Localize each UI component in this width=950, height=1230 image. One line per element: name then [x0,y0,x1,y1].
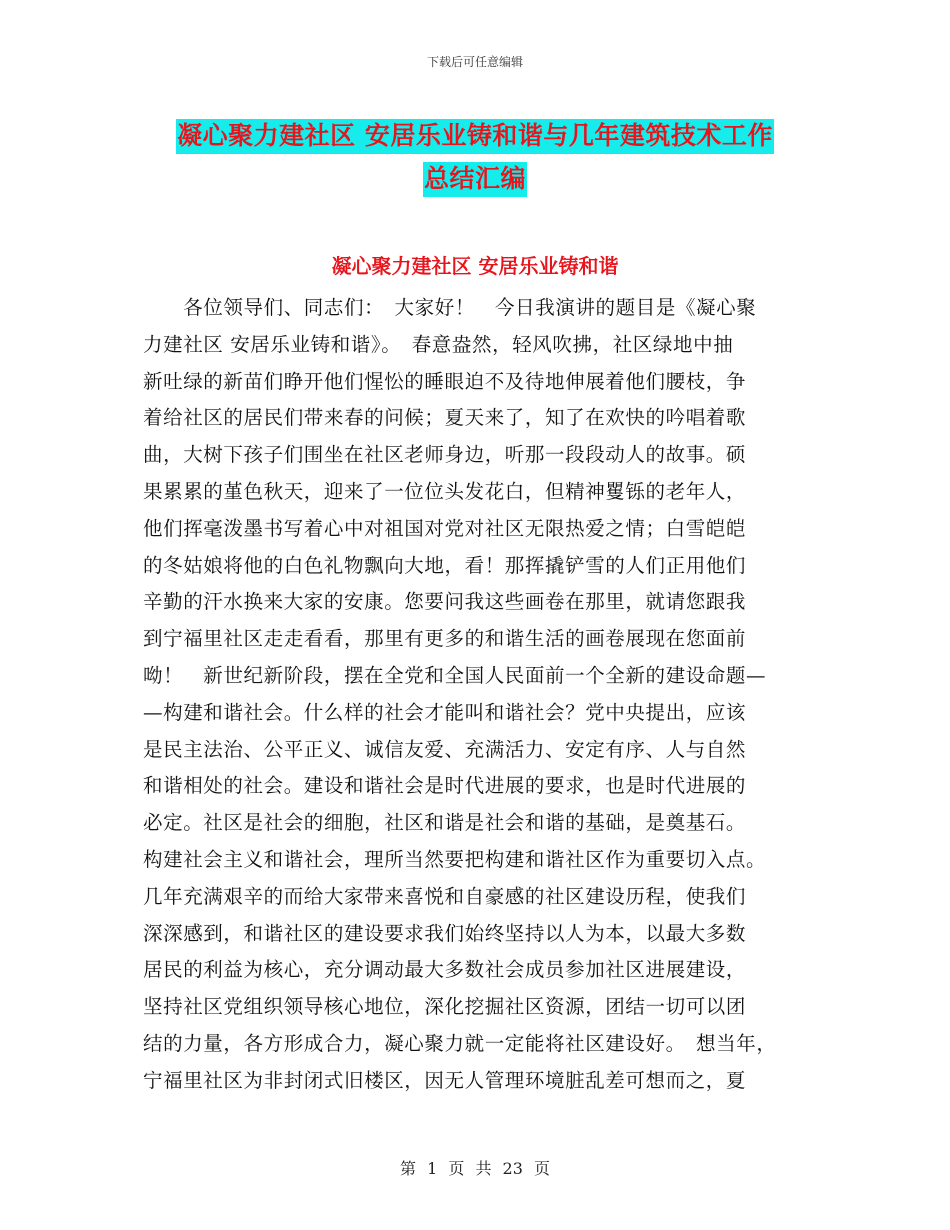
body-line: 着给社区的居民们带来春的问候；夏天来了，知了在欢快的吟唱着歌 [143,406,747,430]
body-line: 力建社区 安居乐业铸和谐》。 春意盎然，轻风吹拂，社区绿地中抽 [143,332,734,356]
body-line: 曲，大树下孩子们围坐在社区老师身边，听那一段段动人的故事。硕 [143,443,747,467]
body-line: 新吐绿的新苗们睁开他们惺忪的睡眼迫不及待地伸展着他们腰枝，争 [143,369,747,393]
body-line: 必定。社区是社会的细胞，社区和谐是社会和谐的基础，是奠基石。 [143,811,747,835]
body-line: 坚持社区党组织领导核心地位，深化挖掘社区资源，团结一切可以团 [143,995,747,1019]
body-line: 的冬姑娘将他的白色礼物飘向大地，看！那挥撬铲雪的人们正用他们 [143,553,747,577]
section-subtitle: 凝心聚力建社区 安居乐业铸和谐 [331,254,619,278]
body-line: 居民的利益为核心，充分调动最大多数社会成员参加社区进展建设， [143,958,747,982]
body-line: 结的力量，各方形成合力，凝心聚力就一定能将社区建设好。 想当年， [143,1031,777,1055]
body-text [143,290,823,1100]
body-line: 呦！ 新世纪新阶段，摆在全党和全国人民面前一个全新的建设命题— [143,663,767,687]
body-line: 辛勤的汗水换来大家的安康。您要问我这些画卷在那里，就请您跟我 [143,590,747,614]
document-title-text-2: 总结汇编 [423,162,527,197]
document-title-text-1: 凝心聚力建社区 安居乐业铸和谐与几年建筑技术工作 [176,119,774,154]
body-line: 宁福里社区为非封闭式旧楼区，因无人管理环境脏乱差可想而之，夏 [143,1068,747,1092]
body-line: 果累累的堇色秋天，迎来了一位位头发花白，但精神矍铄的老年人， [143,479,747,503]
document-title-line-2 [0,159,950,195]
body-line: 到宁福里社区走走看看，那里有更多的和谐生活的画卷展现在您面前 [143,627,747,651]
body-line: 和谐相处的社会。建设和谐社会是时代进展的要求，也是时代进展的 [143,774,747,798]
body-line: 他们挥毫泼墨书写着心中对祖国对党对社区无限热爱之情；白雪皑皑 [143,516,747,540]
body-line: 构建社会主义和谐社会，理所当然要把构建和谐社区作为重要切入点。 [143,847,767,871]
body-line: —构建和谐社会。什么样的社会才能叫和谐社会？党中央提出，应该 [143,700,747,724]
page-footer: 第 1 页 共 23 页 [400,1159,550,1178]
body-line: 是民主法治、公平正义、诚信友爱、充满活力、安定有序、人与自然 [143,737,747,761]
document-title-line-1 [0,116,950,152]
body-line: 几年充满艰辛的而给大家带来喜悦和自豪感的社区建设历程，使我们 [143,884,747,908]
body-line: 各位领导们、同志们： 大家好！ 今日我演讲的题目是《凝心聚 [143,296,757,319]
header-note: 下载后可任意编辑 [426,55,523,69]
body-line: 深深感到，和谐社区的建设要求我们始终坚持以人为本，以最大多数 [143,921,747,945]
